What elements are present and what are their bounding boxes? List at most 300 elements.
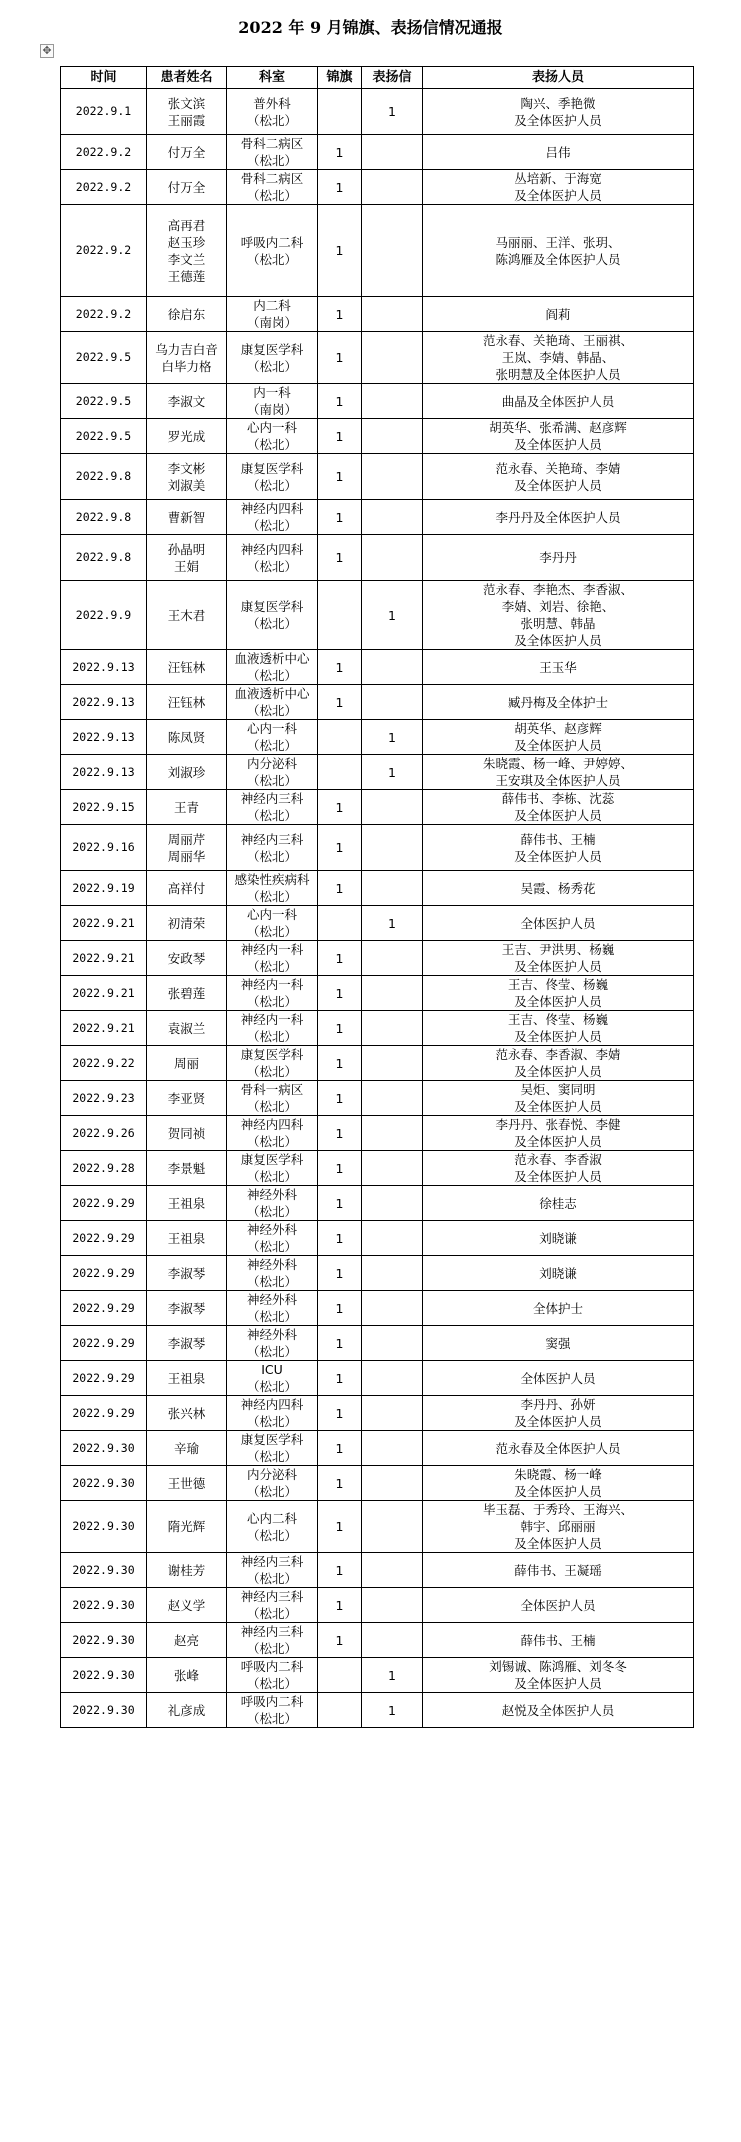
- cell-staff: 全体医护人员: [423, 1588, 694, 1623]
- table-row: [61, 1081, 694, 1116]
- cell-letter: [362, 825, 423, 871]
- cell-staff: 阎莉: [423, 297, 694, 332]
- cell-department: 内分泌科 （松北）: [227, 1466, 318, 1501]
- cell-staff: 刘晓谦: [423, 1221, 694, 1256]
- cell-department: 神经内一科 （松北）: [227, 1011, 318, 1046]
- table-row: [61, 535, 694, 581]
- cell-patient: 王木君: [147, 581, 227, 650]
- cell-staff: 王吉、佟莹、杨巍 及全体医护人员: [423, 1011, 694, 1046]
- cell-banner: 1: [318, 1623, 362, 1658]
- cell-banner: 1: [318, 419, 362, 454]
- cell-patient: 周丽芹 周丽华: [147, 825, 227, 871]
- cell-letter: 1: [362, 1693, 423, 1728]
- cell-letter: [362, 1011, 423, 1046]
- cell-date: 2022.9.5: [61, 419, 147, 454]
- cell-patient: 辛瑜: [147, 1431, 227, 1466]
- cell-staff: 赵悦及全体医护人员: [423, 1693, 694, 1728]
- cell-patient: 王祖泉: [147, 1361, 227, 1396]
- document-title: 2022 年 9 月锦旗、表扬信情况通报: [238, 18, 503, 37]
- cell-department: 心内一科 （松北）: [227, 419, 318, 454]
- cell-department: 骨科一病区 （松北）: [227, 1081, 318, 1116]
- table-row: [61, 941, 694, 976]
- cell-patient: 谢桂芳: [147, 1553, 227, 1588]
- cell-staff: 朱晓霞、杨一峰、尹婷婷、 王安琪及全体医护人员: [423, 755, 694, 790]
- table-row: [61, 419, 694, 454]
- cell-patient: 安政琴: [147, 941, 227, 976]
- table-row: [61, 1588, 694, 1623]
- cell-department: 神经外科 （松北）: [227, 1326, 318, 1361]
- cell-banner: 1: [318, 650, 362, 685]
- cell-department: 神经外科 （松北）: [227, 1221, 318, 1256]
- cell-banner: [318, 720, 362, 755]
- cell-staff: 吕伟: [423, 135, 694, 170]
- cell-letter: [362, 1623, 423, 1658]
- cell-date: 2022.9.30: [61, 1501, 147, 1553]
- table-row: [61, 825, 694, 871]
- cell-banner: 1: [318, 454, 362, 500]
- cell-patient: 徐启东: [147, 297, 227, 332]
- table-row: [61, 1186, 694, 1221]
- cell-patient: 陈凤贤: [147, 720, 227, 755]
- cell-patient: 王世德: [147, 1466, 227, 1501]
- cell-staff: 吴霞、杨秀花: [423, 871, 694, 906]
- cell-letter: [362, 1466, 423, 1501]
- cell-banner: 1: [318, 170, 362, 205]
- header-staff: 表扬人员: [423, 67, 694, 89]
- cell-banner: 1: [318, 500, 362, 535]
- cell-staff: 李丹丹及全体医护人员: [423, 500, 694, 535]
- cell-staff: 丛培新、于海宽 及全体医护人员: [423, 170, 694, 205]
- cell-patient: 刘淑珍: [147, 755, 227, 790]
- cell-banner: 1: [318, 871, 362, 906]
- cell-banner: 1: [318, 941, 362, 976]
- cell-date: 2022.9.28: [61, 1151, 147, 1186]
- cell-date: 2022.9.30: [61, 1466, 147, 1501]
- table-row: [61, 976, 694, 1011]
- cell-banner: 1: [318, 790, 362, 825]
- cell-banner: 1: [318, 1553, 362, 1588]
- cell-department: 康复医学科 （松北）: [227, 1151, 318, 1186]
- header-date: 时间: [61, 67, 147, 89]
- cell-date: 2022.9.30: [61, 1693, 147, 1728]
- cell-department: 神经内四科 （松北）: [227, 1396, 318, 1431]
- cell-staff: 全体护士: [423, 1291, 694, 1326]
- cell-department: 神经内三科 （松北）: [227, 790, 318, 825]
- cell-staff: 陶兴、季艳微 及全体医护人员: [423, 89, 694, 135]
- cell-date: 2022.9.29: [61, 1256, 147, 1291]
- table-row: [61, 1658, 694, 1693]
- cell-banner: 1: [318, 1116, 362, 1151]
- table-row: [61, 384, 694, 419]
- cell-staff: 徐桂志: [423, 1186, 694, 1221]
- cell-letter: [362, 1553, 423, 1588]
- cell-staff: 范永春、李香淑、李婧 及全体医护人员: [423, 1046, 694, 1081]
- cell-date: 2022.9.8: [61, 500, 147, 535]
- cell-letter: 1: [362, 89, 423, 135]
- cell-patient: 隋光辉: [147, 1501, 227, 1553]
- cell-department: 呼吸内二科 （松北）: [227, 1658, 318, 1693]
- table-row: [61, 1326, 694, 1361]
- cell-department: 神经内三科 （松北）: [227, 1553, 318, 1588]
- cell-letter: [362, 790, 423, 825]
- cell-department: 神经外科 （松北）: [227, 1291, 318, 1326]
- cell-date: 2022.9.30: [61, 1553, 147, 1588]
- cell-department: 普外科 （松北）: [227, 89, 318, 135]
- table-row: [61, 1396, 694, 1431]
- cell-date: 2022.9.29: [61, 1186, 147, 1221]
- cell-staff: 朱晓霞、杨一峰 及全体医护人员: [423, 1466, 694, 1501]
- cell-letter: [362, 1501, 423, 1553]
- cell-department: 神经内一科 （松北）: [227, 941, 318, 976]
- cell-letter: [362, 1291, 423, 1326]
- cell-letter: [362, 1326, 423, 1361]
- cell-letter: [362, 332, 423, 384]
- cell-staff: 王玉华: [423, 650, 694, 685]
- cell-banner: 1: [318, 1361, 362, 1396]
- cell-date: 2022.9.15: [61, 790, 147, 825]
- cell-patient: 贺同祯: [147, 1116, 227, 1151]
- cell-letter: 1: [362, 581, 423, 650]
- table-row: [61, 1291, 694, 1326]
- cell-department: 骨科二病区 （松北）: [227, 135, 318, 170]
- cell-staff: 臧丹梅及全体护士: [423, 685, 694, 720]
- cell-patient: 付万全: [147, 170, 227, 205]
- table-row: [61, 297, 694, 332]
- cell-patient: 李淑琴: [147, 1291, 227, 1326]
- cell-date: 2022.9.13: [61, 720, 147, 755]
- table-row: [61, 650, 694, 685]
- cell-banner: 1: [318, 976, 362, 1011]
- table-row: [61, 720, 694, 755]
- table-row: [61, 135, 694, 170]
- cell-banner: [318, 89, 362, 135]
- cell-banner: 1: [318, 1256, 362, 1291]
- table-row: [61, 1553, 694, 1588]
- table-row: [61, 1431, 694, 1466]
- cell-date: 2022.9.2: [61, 297, 147, 332]
- cell-letter: [362, 1046, 423, 1081]
- table-row: [61, 1256, 694, 1291]
- cell-letter: [362, 1221, 423, 1256]
- table-row: [61, 871, 694, 906]
- cell-letter: [362, 535, 423, 581]
- cell-department: 神经内四科 （松北）: [227, 1116, 318, 1151]
- cell-staff: 薛伟书、王楠: [423, 1623, 694, 1658]
- cell-banner: 1: [318, 1221, 362, 1256]
- cell-staff: 李丹丹、孙妍 及全体医护人员: [423, 1396, 694, 1431]
- cell-banner: 1: [318, 1186, 362, 1221]
- cell-banner: 1: [318, 1011, 362, 1046]
- table-row: [61, 1221, 694, 1256]
- cell-staff: 王吉、尹洪男、杨巍 及全体医护人员: [423, 941, 694, 976]
- cell-department: 呼吸内二科 （松北）: [227, 205, 318, 297]
- cell-patient: 李淑琴: [147, 1326, 227, 1361]
- cell-banner: 1: [318, 1291, 362, 1326]
- cell-patient: 赵亮: [147, 1623, 227, 1658]
- cell-department: 康复医学科 （松北）: [227, 454, 318, 500]
- cell-patient: 张峰: [147, 1658, 227, 1693]
- cell-department: 神经外科 （松北）: [227, 1256, 318, 1291]
- cell-staff: 胡英华、张希满、赵彦辉 及全体医护人员: [423, 419, 694, 454]
- cell-staff: 毕玉磊、于秀玲、王海兴、 韩宇、邱丽丽 及全体医护人员: [423, 1501, 694, 1553]
- cell-banner: 1: [318, 384, 362, 419]
- cell-letter: [362, 419, 423, 454]
- cell-department: 感染性疾病科 （松北）: [227, 871, 318, 906]
- cell-patient: 初清荣: [147, 906, 227, 941]
- cell-staff: 范永春及全体医护人员: [423, 1431, 694, 1466]
- cell-date: 2022.9.30: [61, 1623, 147, 1658]
- cell-banner: 1: [318, 1431, 362, 1466]
- cell-letter: [362, 685, 423, 720]
- cell-letter: [362, 500, 423, 535]
- table-row: [61, 1046, 694, 1081]
- cell-department: 神经内三科 （松北）: [227, 1588, 318, 1623]
- cell-department: 内一科 （南岗）: [227, 384, 318, 419]
- cell-letter: 1: [362, 720, 423, 755]
- table-row: [61, 1116, 694, 1151]
- cell-banner: 1: [318, 297, 362, 332]
- cell-patient: 赵义学: [147, 1588, 227, 1623]
- cell-staff: 范永春、关艳琦、王丽祺、 王岚、李婧、韩晶、 张明慧及全体医护人员: [423, 332, 694, 384]
- table-row: [61, 332, 694, 384]
- cell-date: 2022.9.30: [61, 1658, 147, 1693]
- table-row: [61, 1011, 694, 1046]
- cell-patient: 汪钰林: [147, 685, 227, 720]
- cell-department: 康复医学科 （松北）: [227, 1431, 318, 1466]
- move-handle-icon[interactable]: ✥: [40, 44, 54, 58]
- cell-department: 神经内一科 （松北）: [227, 976, 318, 1011]
- cell-date: 2022.9.22: [61, 1046, 147, 1081]
- cell-date: 2022.9.21: [61, 941, 147, 976]
- cell-banner: [318, 755, 362, 790]
- cell-department: 神经内三科 （松北）: [227, 825, 318, 871]
- cell-date: 2022.9.8: [61, 454, 147, 500]
- cell-letter: [362, 976, 423, 1011]
- cell-date: 2022.9.21: [61, 976, 147, 1011]
- cell-banner: 1: [318, 1396, 362, 1431]
- cell-date: 2022.9.2: [61, 170, 147, 205]
- cell-letter: [362, 871, 423, 906]
- cell-letter: [362, 941, 423, 976]
- cell-staff: 李丹丹: [423, 535, 694, 581]
- cell-letter: [362, 650, 423, 685]
- cell-date: 2022.9.21: [61, 906, 147, 941]
- cell-banner: [318, 1693, 362, 1728]
- cell-banner: 1: [318, 535, 362, 581]
- cell-patient: 高祥付: [147, 871, 227, 906]
- table-row: [61, 205, 694, 297]
- table-row: [61, 89, 694, 135]
- table-row: [61, 1693, 694, 1728]
- cell-date: 2022.9.26: [61, 1116, 147, 1151]
- header-banner: 锦旗: [318, 67, 362, 89]
- cell-date: 2022.9.1: [61, 89, 147, 135]
- cell-patient: 高再君 赵玉珍 李文兰 王德莲: [147, 205, 227, 297]
- cell-banner: 1: [318, 1151, 362, 1186]
- table-row: [61, 790, 694, 825]
- cell-department: 神经内三科 （松北）: [227, 1623, 318, 1658]
- cell-banner: 1: [318, 1588, 362, 1623]
- cell-letter: 1: [362, 1658, 423, 1693]
- cell-date: 2022.9.13: [61, 755, 147, 790]
- cell-staff: 王吉、佟莹、杨巍 及全体医护人员: [423, 976, 694, 1011]
- cell-letter: [362, 1256, 423, 1291]
- cell-staff: 薛伟书、王楠 及全体医护人员: [423, 825, 694, 871]
- cell-department: 康复医学科 （松北）: [227, 581, 318, 650]
- cell-date: 2022.9.19: [61, 871, 147, 906]
- cell-staff: 全体医护人员: [423, 1361, 694, 1396]
- cell-date: 2022.9.29: [61, 1221, 147, 1256]
- table-row: [61, 755, 694, 790]
- cell-patient: 张文滨 王丽霞: [147, 89, 227, 135]
- cell-banner: 1: [318, 825, 362, 871]
- cell-patient: 张碧莲: [147, 976, 227, 1011]
- cell-date: 2022.9.29: [61, 1291, 147, 1326]
- cell-date: 2022.9.29: [61, 1326, 147, 1361]
- cell-patient: 王祖泉: [147, 1221, 227, 1256]
- cell-patient: 袁淑兰: [147, 1011, 227, 1046]
- cell-department: 康复医学科 （松北）: [227, 332, 318, 384]
- cell-department: ICU （松北）: [227, 1361, 318, 1396]
- cell-banner: 1: [318, 332, 362, 384]
- cell-letter: [362, 170, 423, 205]
- cell-department: 心内一科 （松北）: [227, 720, 318, 755]
- cell-patient: 罗光成: [147, 419, 227, 454]
- cell-department: 神经内四科 （松北）: [227, 500, 318, 535]
- cell-department: 呼吸内二科 （松北）: [227, 1693, 318, 1728]
- cell-staff: 吴炬、窦同明 及全体医护人员: [423, 1081, 694, 1116]
- cell-department: 神经外科 （松北）: [227, 1186, 318, 1221]
- cell-letter: [362, 1186, 423, 1221]
- cell-patient: 周丽: [147, 1046, 227, 1081]
- cell-date: 2022.9.5: [61, 332, 147, 384]
- cell-department: 血液透析中心 （松北）: [227, 650, 318, 685]
- cell-letter: [362, 1431, 423, 1466]
- table-row: [61, 1361, 694, 1396]
- cell-patient: 汪钰林: [147, 650, 227, 685]
- cell-patient: 李淑文: [147, 384, 227, 419]
- cell-banner: 1: [318, 135, 362, 170]
- cell-date: 2022.9.13: [61, 650, 147, 685]
- cell-letter: [362, 1081, 423, 1116]
- cell-staff: 全体医护人员: [423, 906, 694, 941]
- cell-patient: 王青: [147, 790, 227, 825]
- cell-staff: 薛伟书、李栋、沈蕊 及全体医护人员: [423, 790, 694, 825]
- cell-patient: 乌力吉白音 白毕力格: [147, 332, 227, 384]
- cell-letter: [362, 1361, 423, 1396]
- cell-department: 血液透析中心 （松北）: [227, 685, 318, 720]
- table-row: [61, 1623, 694, 1658]
- cell-date: 2022.9.5: [61, 384, 147, 419]
- cell-department: 康复医学科 （松北）: [227, 1046, 318, 1081]
- cell-letter: [362, 1116, 423, 1151]
- cell-department: 神经内四科 （松北）: [227, 535, 318, 581]
- cell-patient: 礼彦成: [147, 1693, 227, 1728]
- cell-staff: 刘晓谦: [423, 1256, 694, 1291]
- cell-letter: [362, 454, 423, 500]
- cell-department: 心内一科 （松北）: [227, 906, 318, 941]
- table-row: [61, 906, 694, 941]
- cell-date: 2022.9.13: [61, 685, 147, 720]
- cell-department: 内分泌科 （松北）: [227, 755, 318, 790]
- cell-patient: 付万全: [147, 135, 227, 170]
- cell-banner: 1: [318, 1081, 362, 1116]
- header-department: 科室: [227, 67, 318, 89]
- cell-banner: 1: [318, 685, 362, 720]
- table-row: [61, 685, 694, 720]
- cell-patient: 李文彬 刘淑美: [147, 454, 227, 500]
- cell-department: 骨科二病区 （松北）: [227, 170, 318, 205]
- cell-date: 2022.9.30: [61, 1588, 147, 1623]
- cell-banner: [318, 906, 362, 941]
- cell-staff: 范永春、李香淑 及全体医护人员: [423, 1151, 694, 1186]
- cell-date: 2022.9.21: [61, 1011, 147, 1046]
- cell-staff: 窦强: [423, 1326, 694, 1361]
- cell-date: 2022.9.2: [61, 135, 147, 170]
- cell-staff: 范永春、李艳杰、李香淑、 李婧、刘岩、徐艳、 张明慧、韩晶 及全体医护人员: [423, 581, 694, 650]
- cell-patient: 王祖泉: [147, 1186, 227, 1221]
- table-row: [61, 500, 694, 535]
- cell-date: 2022.9.8: [61, 535, 147, 581]
- cell-date: 2022.9.2: [61, 205, 147, 297]
- cell-date: 2022.9.9: [61, 581, 147, 650]
- report-table: [60, 66, 694, 1728]
- cell-staff: 曲晶及全体医护人员: [423, 384, 694, 419]
- cell-banner: 1: [318, 1046, 362, 1081]
- cell-date: 2022.9.29: [61, 1396, 147, 1431]
- cell-department: 内二科 （南岗）: [227, 297, 318, 332]
- cell-letter: [362, 1396, 423, 1431]
- table-header-row: [61, 67, 694, 89]
- cell-patient: 李景魁: [147, 1151, 227, 1186]
- cell-date: 2022.9.16: [61, 825, 147, 871]
- cell-date: 2022.9.29: [61, 1361, 147, 1396]
- cell-letter: [362, 135, 423, 170]
- cell-letter: [362, 205, 423, 297]
- cell-department: 心内二科 （松北）: [227, 1501, 318, 1553]
- cell-banner: 1: [318, 1466, 362, 1501]
- cell-letter: [362, 297, 423, 332]
- table-row: [61, 581, 694, 650]
- header-patient: 患者姓名: [147, 67, 227, 89]
- table-row: [61, 454, 694, 500]
- cell-banner: 1: [318, 1326, 362, 1361]
- cell-banner: 1: [318, 1501, 362, 1553]
- header-letter: 表扬信: [362, 67, 423, 89]
- cell-staff: 胡英华、赵彦辉 及全体医护人员: [423, 720, 694, 755]
- cell-letter: [362, 1588, 423, 1623]
- cell-staff: 李丹丹、张春悦、李健 及全体医护人员: [423, 1116, 694, 1151]
- cell-date: 2022.9.23: [61, 1081, 147, 1116]
- table-row: [61, 1151, 694, 1186]
- table-row: [61, 1466, 694, 1501]
- cell-patient: 李亚贤: [147, 1081, 227, 1116]
- cell-banner: [318, 1658, 362, 1693]
- cell-banner: [318, 581, 362, 650]
- cell-letter: 1: [362, 755, 423, 790]
- cell-patient: 孙晶明 王娟: [147, 535, 227, 581]
- cell-staff: 薛伟书、王凝瑶: [423, 1553, 694, 1588]
- cell-patient: 李淑琴: [147, 1256, 227, 1291]
- cell-patient: 张兴林: [147, 1396, 227, 1431]
- table-row: [61, 1501, 694, 1553]
- cell-staff: 马丽丽、王洋、张玥、 陈鸿雁及全体医护人员: [423, 205, 694, 297]
- cell-banner: 1: [318, 205, 362, 297]
- cell-patient: 曹新智: [147, 500, 227, 535]
- cell-staff: 刘锡诚、陈鸿雁、刘冬冬 及全体医护人员: [423, 1658, 694, 1693]
- cell-letter: 1: [362, 906, 423, 941]
- table-row: [61, 170, 694, 205]
